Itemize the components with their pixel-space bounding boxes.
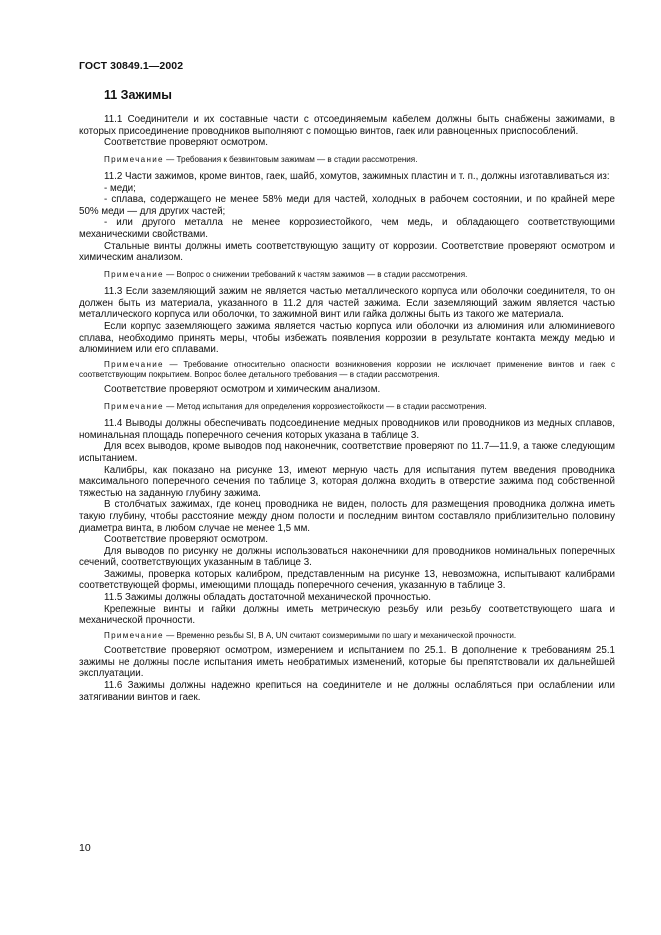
paragraph-thread: Крепежные винты и гайки должны иметь метрическую резьбу или резьбу соответствующего шага и механической прочности. xyxy=(79,603,615,627)
paragraph-11-1: 11.1 Соединители и их составные части с отсоединяемым кабелем должны быть снабжены зажимами, в которых присоединение проводников выполняют с помощью винтов, гаек или равноценных приспособлений. xyxy=(79,114,615,137)
section-title: 11 Зажимы xyxy=(104,88,172,102)
note-text: — Вопрос о снижении требований к частям зажимов — в стадии рассмотрения. xyxy=(163,269,468,279)
list-item-other-metal: - или другого металла не менее коррозиестойкого, чем медь, и обладающего соответствующими механическими свойствами. xyxy=(79,217,615,241)
note-3 xyxy=(79,360,615,381)
note-1 xyxy=(79,155,615,165)
note-text: — Требования к безвинтовым зажимам — в стадии рассмотрения. xyxy=(163,154,418,164)
note-label: Примечание xyxy=(104,401,164,411)
note-4 xyxy=(79,402,615,412)
paragraph-aluminium: Если корпус заземляющего зажима является частью корпуса или оболочки из алюминия или алюминиевого сплава, необходимо принять меры, чтобы избежать появления коррозии в результате контакта между медью и алюминием или его сплавами. xyxy=(79,320,615,356)
document-body xyxy=(79,114,615,703)
paragraph-gauges: Калибры, как показано на рисунке 13, имеют мерную часть для испытания путем введения проводника максимального поперечного сечения по таблице 3, которая должна входить в отверстие зажима под собственной тяжестью на заданную глубину зажима. xyxy=(79,464,615,499)
list-item-copper: - меди; xyxy=(104,182,136,194)
paragraph-11-6: 11.6 Зажимы должны надежно крепиться на соединителе и не должны ослабляться при ослаблении или затягивании винтов и гаек. xyxy=(79,679,615,703)
note-text: — Метод испытания для определения коррозиестойкости — в стадии рассмотрения. xyxy=(163,401,487,411)
paragraph-11-5: 11.5 Зажимы должны обладать достаточной механической прочностью. xyxy=(104,592,431,604)
standard-code-header: ГОСТ 30849.1—2002 xyxy=(79,60,184,72)
note-2 xyxy=(79,270,615,280)
paragraph-lugs: Для выводов по рисунку не должны использоваться наконечники для проводников номинальных поперечных сечений, соответствующих указанным в таблице 3. xyxy=(79,545,615,569)
paragraph-conformity: Соответствие проверяют осмотром. xyxy=(104,137,268,149)
paragraph-11-2: 11.2 Части зажимов, кроме винтов, гаек, шайб, хомутов, зажимных пластин и т. п., должны изготавливаться из: xyxy=(104,171,610,183)
paragraph-conformity-chem: Соответствие проверяют осмотром и химическим анализом. xyxy=(104,384,381,396)
note-label: Примечание xyxy=(104,359,164,369)
note-text: — Требование относительно опасности возникновения коррозии не исключает применение винтов и гаек с соответствующим покрытием. Вопрос более детального требования — в стадии рассмотрения. xyxy=(79,359,615,379)
paragraph-11-4: 11.4 Выводы должны обеспечивать подсоединение медных проводников или проводников из медных сплавов, номинальная площадь поперечного сечения которых указана в таблице 3. xyxy=(79,418,615,441)
note-label: Примечание xyxy=(104,269,164,279)
page-number: 10 xyxy=(79,842,91,854)
paragraph-special-gauges: Зажимы, проверка которых калибром, представленным на рисунке 13, невозможна, испытывают калибрами соответствующей формы, имеющими площадь поперечного сечения, указанную в таблице 3. xyxy=(79,568,615,592)
note-label: Примечание xyxy=(104,630,164,640)
list-item-alloy: - сплава, содержащего не менее 58% меди для частей, холодных в рабочем состоянии, и по крайней мере 50% меди — для других частей; xyxy=(79,194,615,217)
paragraph-all-terminals: Для всех выводов, кроме выводов под наконечник, соответствие проверяют по 11.7—11.9, а также следующим испытанием. xyxy=(79,441,615,464)
paragraph-pillar-terminals: В столбчатых зажимах, где конец проводника не виден, полость для размещения проводника должна иметь такую глубину, чтобы расстояние между дном полости и последним винтом составляло приблизительно половину диаметра винта, в любом случае не менее 1,5 мм. xyxy=(79,499,615,534)
note-5 xyxy=(79,631,615,641)
paragraph-conformity-2: Соответствие проверяют осмотром. xyxy=(104,534,268,546)
paragraph-11-3: 11.3 Если заземляющий зажим не является частью металлического корпуса или оболочки соединителя, то он должен быть из материала, указанного в 11.2 для частей зажима. Если заземляющий зажим является частью металлического корпуса или оболочки, то зажимной винт или гайка должны быть из такого же материала. xyxy=(79,286,615,321)
note-text: — Временно резьбы SI, В А, UN считают соизмеримыми по шагу и механической прочности. xyxy=(163,630,517,640)
paragraph-steel-screws: Стальные винты должны иметь соответствующую защиту от коррозии. Соответствие проверяют осмотром и химическим анализом. xyxy=(79,240,615,264)
paragraph-conformity-25-1: Соответствие проверяют осмотром, измерением и испытанием по 25.1. В дополнение к требованиям 25.1 зажимы не должны после испытания иметь необратимых изменений, которые бы препятствовали их дальнейшей эксплуатации. xyxy=(79,645,615,680)
note-label: Примечание xyxy=(104,154,164,164)
